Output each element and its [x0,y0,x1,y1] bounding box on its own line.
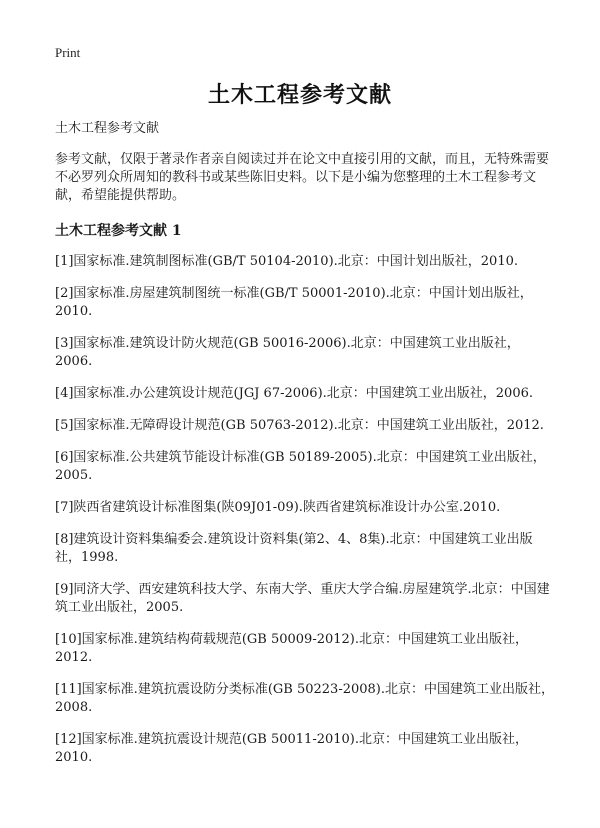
section-heading: 土木工程参考文献 1 [55,223,182,239]
reference-item: [5]国家标准.无障碍设计规范(GB 50763-2012).北京：中国建筑工业出版社，2012. [55,418,544,433]
reference-item: [4]国家标准.办公建筑设计规范(JGJ 67-2006).北京：中国建筑工业出版社，2006. [55,386,533,401]
reference-item: [3]国家标准.建筑设计防火规范(GB 50016-2006).北京：中国建筑工业出版社，2006. [55,336,520,369]
reference-item: [7]陕西省建筑设计标准图集(陕09J01-09).陕西省建筑标准设计办公室.2010. [55,500,501,515]
reference-list [55,253,555,767]
reference-item: [1]国家标准.建筑制图标准(GB/T 50104-2010).北京：中国计划出版社，2010. [55,254,518,269]
reference-item: [6]国家标准.公共建筑节能设计标准(GB 50189-2005).北京：中国建筑工业出版社，2005. [55,450,546,483]
reference-item: [10]国家标准.建筑结构荷载规范(GB 50009-2012).北京：中国建筑工业出版社，2012. [55,632,528,665]
page-title: 土木工程参考文献 [207,82,392,108]
article-body [55,120,555,781]
reference-item: [12]国家标准.建筑抗震设计规范(GB 50011-2010).北京：中国建筑工业出版社，2010. [55,732,528,765]
reference-item: [9]同济大学、西安建筑科技大学、东南大学、重庆大学合编.房屋建筑学.北京：中国建筑工业出版社，2005. [55,582,550,615]
print-link[interactable]: Print [55,45,81,60]
intro-paragraph: 参考文献，仅限于著录作者亲自阅读过并在论文中直接引用的文献，而且，无特殊需要不必罗列众所周知的教科书或某些陈旧史料。以下是小编为您整理的土木工程参考文献，希望能提供帮助。 [55,152,550,203]
reference-item: [2]国家标准.房屋建筑制图统一标准(GB/T 50001-2010).北京：中国计划出版社，2010. [55,286,533,319]
reference-item: [8]建筑设计资料集编委会.建筑设计资料集(第2、4、8集).北京：中国建筑工业出版社，1998. [55,532,533,565]
reference-item: [11]国家标准.建筑抗震设防分类标准(GB 50223-2008).北京：中国建筑工业出版社，2008. [55,682,554,715]
article-subtitle: 土木工程参考文献 [55,121,160,136]
